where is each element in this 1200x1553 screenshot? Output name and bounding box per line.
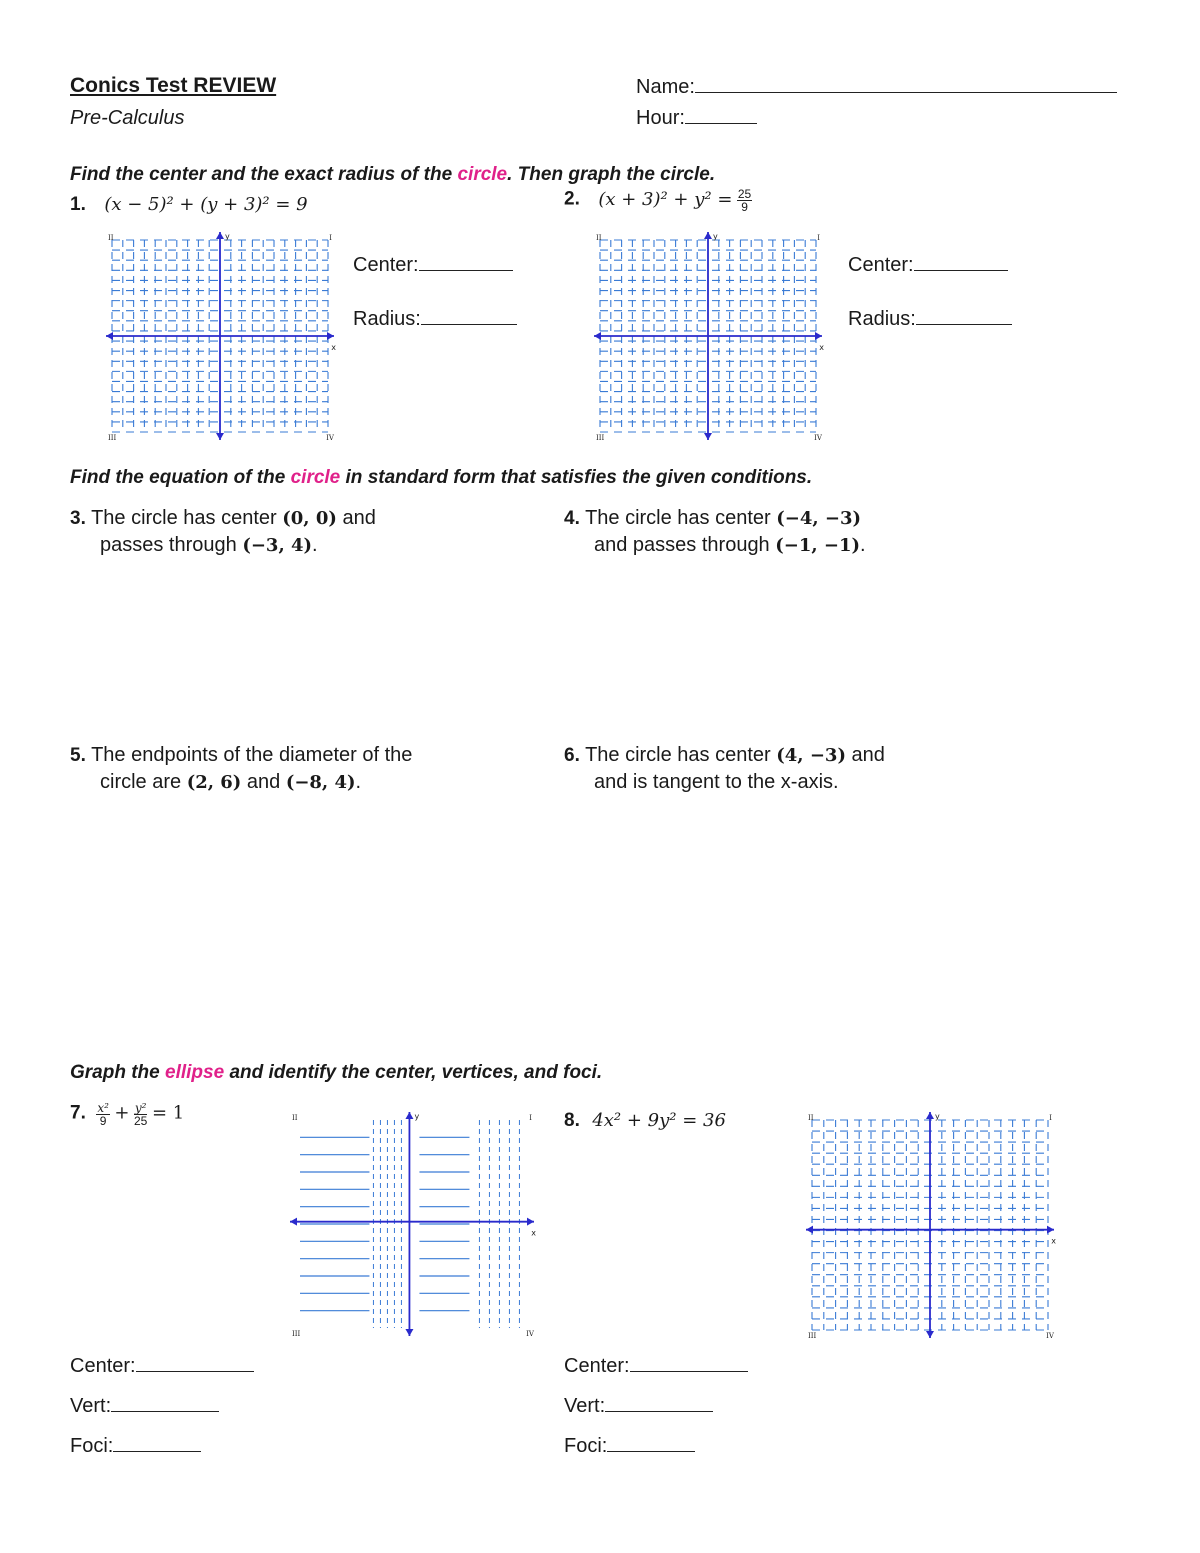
problem-text: . bbox=[355, 771, 362, 793]
x-arrow-icon bbox=[594, 332, 601, 340]
vert-answer-7[interactable] bbox=[70, 1395, 219, 1418]
quadrant-label: I bbox=[1049, 1114, 1052, 1122]
problem-line bbox=[564, 532, 1004, 559]
x-arrow-icon bbox=[806, 1226, 813, 1234]
quadrant-label: III bbox=[596, 434, 605, 442]
problem-text: The endpoints of the diameter of the bbox=[91, 744, 413, 766]
problem-text: The circle has center bbox=[91, 507, 283, 529]
center-label: Center: bbox=[564, 1355, 630, 1377]
foci-label: Foci: bbox=[564, 1435, 608, 1457]
equation: = 1 bbox=[151, 1102, 185, 1124]
problem-text: and bbox=[845, 744, 885, 766]
point: (0, 0) bbox=[282, 508, 337, 529]
x-arrow-icon bbox=[527, 1218, 534, 1226]
problem-text: and bbox=[241, 771, 286, 793]
y-axis-label: y bbox=[713, 232, 718, 241]
y-axis-label: y bbox=[225, 232, 230, 241]
problem-number: 5. bbox=[70, 745, 86, 766]
quadrant-label: IV bbox=[326, 434, 334, 442]
page-title: Conics Test REVIEW bbox=[70, 74, 277, 97]
problem-text: The circle has center bbox=[585, 744, 777, 766]
instruction-text: Graph the bbox=[70, 1062, 166, 1083]
center-answer-8[interactable] bbox=[564, 1355, 748, 1378]
answer-blank[interactable] bbox=[607, 1451, 695, 1452]
y-arrow-icon bbox=[926, 1112, 934, 1119]
x-arrow-icon bbox=[290, 1218, 297, 1226]
radius-label: Radius: bbox=[848, 308, 916, 330]
problem-text: The circle has center bbox=[585, 507, 777, 529]
quadrant-label: II bbox=[292, 1114, 298, 1122]
problem-line bbox=[70, 505, 510, 532]
problem-7 bbox=[70, 1102, 184, 1127]
answer-blank[interactable] bbox=[419, 270, 513, 271]
y-arrow-icon bbox=[216, 433, 224, 440]
foci-answer-7[interactable] bbox=[70, 1435, 201, 1458]
quadrant-label: II bbox=[808, 1114, 814, 1122]
center-answer-7[interactable] bbox=[70, 1355, 254, 1378]
y-arrow-icon bbox=[405, 1329, 413, 1336]
quadrant-label: IV bbox=[814, 434, 822, 442]
problem-6 bbox=[564, 742, 1004, 796]
fraction-denominator: 25 bbox=[134, 1114, 148, 1128]
problem-text: . bbox=[860, 534, 866, 556]
x-arrow-icon bbox=[815, 332, 822, 340]
quadrant-label: III bbox=[808, 1332, 817, 1340]
fraction bbox=[96, 1102, 110, 1127]
problem-text: and is tangent to the x-axis. bbox=[594, 771, 839, 793]
y-axis-label: y bbox=[935, 1112, 940, 1121]
point: (−3, 4) bbox=[242, 535, 313, 556]
y-axis-label: y bbox=[414, 1112, 420, 1121]
center-answer-1[interactable] bbox=[353, 254, 513, 277]
fraction bbox=[134, 1102, 148, 1127]
fraction bbox=[737, 188, 752, 213]
instruction-text: and identify the center, vertices, and foci. bbox=[224, 1062, 603, 1083]
x-axis-label: x bbox=[819, 343, 824, 352]
problem-text: . bbox=[312, 534, 318, 556]
coordinate-grid-2[interactable] bbox=[588, 228, 828, 444]
section1-instruction bbox=[70, 164, 715, 186]
y-arrow-icon bbox=[216, 232, 224, 239]
instruction-keyword: ellipse bbox=[165, 1062, 225, 1083]
instruction-text: in standard form that satisfies the given conditions. bbox=[340, 467, 813, 488]
course-subtitle: Pre-Calculus bbox=[70, 107, 185, 129]
answer-blank[interactable] bbox=[630, 1371, 748, 1372]
problem-line bbox=[70, 742, 530, 769]
name-blank[interactable] bbox=[695, 92, 1117, 93]
instruction-text: . Then graph the circle. bbox=[507, 164, 716, 185]
section2-instruction bbox=[70, 467, 812, 489]
problem-number: 1. bbox=[70, 194, 86, 215]
answer-blank[interactable] bbox=[916, 324, 1012, 325]
problem-8 bbox=[564, 1110, 726, 1132]
instruction-text: Find the center and the exact radius of the bbox=[70, 164, 458, 185]
point: (4, −3) bbox=[776, 745, 846, 766]
x-axis-label: x bbox=[1051, 1236, 1056, 1246]
quadrant-label: IV bbox=[1046, 1332, 1054, 1340]
radius-answer-2[interactable] bbox=[848, 308, 1012, 331]
problem-number: 7. bbox=[70, 1102, 86, 1124]
quadrant-label: I bbox=[329, 234, 332, 242]
problem-text: circle are bbox=[100, 771, 187, 793]
equation: 4x² + 9y² = 36 bbox=[592, 1110, 726, 1131]
answer-blank[interactable] bbox=[914, 270, 1008, 271]
problem-number: 3. bbox=[70, 508, 86, 529]
x-arrow-icon bbox=[327, 332, 334, 340]
center-label: Center: bbox=[70, 1355, 136, 1377]
problem-number: 8. bbox=[564, 1110, 580, 1131]
problem-5 bbox=[70, 742, 530, 796]
center-answer-2[interactable] bbox=[848, 254, 1008, 277]
x-axis-label: x bbox=[531, 1228, 536, 1238]
problem-line bbox=[70, 532, 510, 559]
instruction-keyword: circle bbox=[290, 467, 341, 488]
coordinate-grid-7[interactable] bbox=[284, 1108, 540, 1340]
x-axis-label: x bbox=[331, 343, 336, 352]
vert-answer-8[interactable] bbox=[564, 1395, 713, 1418]
problem-line bbox=[564, 742, 1004, 769]
problem-text: passes through bbox=[100, 534, 243, 556]
radius-label: Radius: bbox=[353, 308, 421, 330]
vert-label: Vert: bbox=[564, 1395, 606, 1417]
problem-4 bbox=[564, 505, 1004, 559]
radius-answer-1[interactable] bbox=[353, 308, 517, 331]
fraction-denominator: 9 bbox=[99, 1114, 107, 1128]
y-arrow-icon bbox=[704, 433, 712, 440]
vert-label: Vert: bbox=[70, 1395, 112, 1417]
point: (−8, 4) bbox=[285, 772, 356, 793]
equation: (x + 3)² + y² = bbox=[598, 188, 733, 210]
quadrant-label: II bbox=[108, 234, 114, 242]
name-label: Name: bbox=[636, 76, 695, 98]
quadrant-label: IV bbox=[526, 1330, 534, 1338]
x-arrow-icon bbox=[1047, 1226, 1054, 1234]
coordinate-grid-1[interactable] bbox=[100, 228, 340, 444]
answer-blank[interactable] bbox=[111, 1411, 219, 1412]
y-arrow-icon bbox=[405, 1112, 413, 1119]
answer-blank[interactable] bbox=[113, 1451, 201, 1452]
point: (−4, −3) bbox=[776, 508, 862, 529]
quadrant-label: III bbox=[292, 1330, 301, 1338]
problem-1 bbox=[70, 194, 308, 216]
operator: + bbox=[114, 1102, 130, 1124]
equation: (x − 5)² + (y + 3)² = 9 bbox=[104, 194, 308, 215]
quadrant-label: I bbox=[529, 1114, 532, 1122]
problem-text: and bbox=[336, 507, 376, 529]
point: (2, 6) bbox=[186, 772, 242, 793]
name-field[interactable] bbox=[636, 76, 1117, 99]
section3-instruction bbox=[70, 1062, 602, 1084]
instruction-text: Find the equation of the bbox=[70, 467, 291, 488]
hour-field[interactable] bbox=[636, 107, 757, 130]
coordinate-grid-8[interactable] bbox=[800, 1108, 1060, 1342]
y-arrow-icon bbox=[704, 232, 712, 239]
answer-blank[interactable] bbox=[136, 1371, 254, 1372]
center-label: Center: bbox=[353, 254, 419, 276]
point: (−1, −1) bbox=[775, 535, 861, 556]
hour-blank[interactable] bbox=[685, 123, 757, 124]
quadrant-label: III bbox=[108, 434, 117, 442]
instruction-keyword: circle bbox=[457, 164, 508, 185]
problem-line bbox=[70, 769, 530, 796]
x-arrow-icon bbox=[106, 332, 113, 340]
problem-text: and passes through bbox=[594, 534, 776, 556]
fraction-denominator: 9 bbox=[741, 200, 748, 214]
y-arrow-icon bbox=[926, 1331, 934, 1338]
quadrant-label: I bbox=[817, 234, 820, 242]
problem-number: 4. bbox=[564, 508, 580, 529]
problem-3 bbox=[70, 505, 510, 559]
fraction-numerator: 25 bbox=[737, 187, 752, 201]
problem-number: 2. bbox=[564, 188, 580, 210]
foci-label: Foci: bbox=[70, 1435, 114, 1457]
answer-blank[interactable] bbox=[605, 1411, 713, 1412]
problem-number: 6. bbox=[564, 745, 580, 766]
problem-line bbox=[564, 769, 1004, 796]
hour-label: Hour: bbox=[636, 107, 685, 129]
answer-blank[interactable] bbox=[421, 324, 517, 325]
foci-answer-8[interactable] bbox=[564, 1435, 695, 1458]
fraction-numerator: x² bbox=[97, 1101, 109, 1115]
problem-2 bbox=[564, 188, 752, 213]
quadrant-label: II bbox=[596, 234, 602, 242]
problem-line bbox=[564, 505, 1004, 532]
center-label: Center: bbox=[848, 254, 914, 276]
fraction-numerator: y² bbox=[134, 1101, 147, 1115]
